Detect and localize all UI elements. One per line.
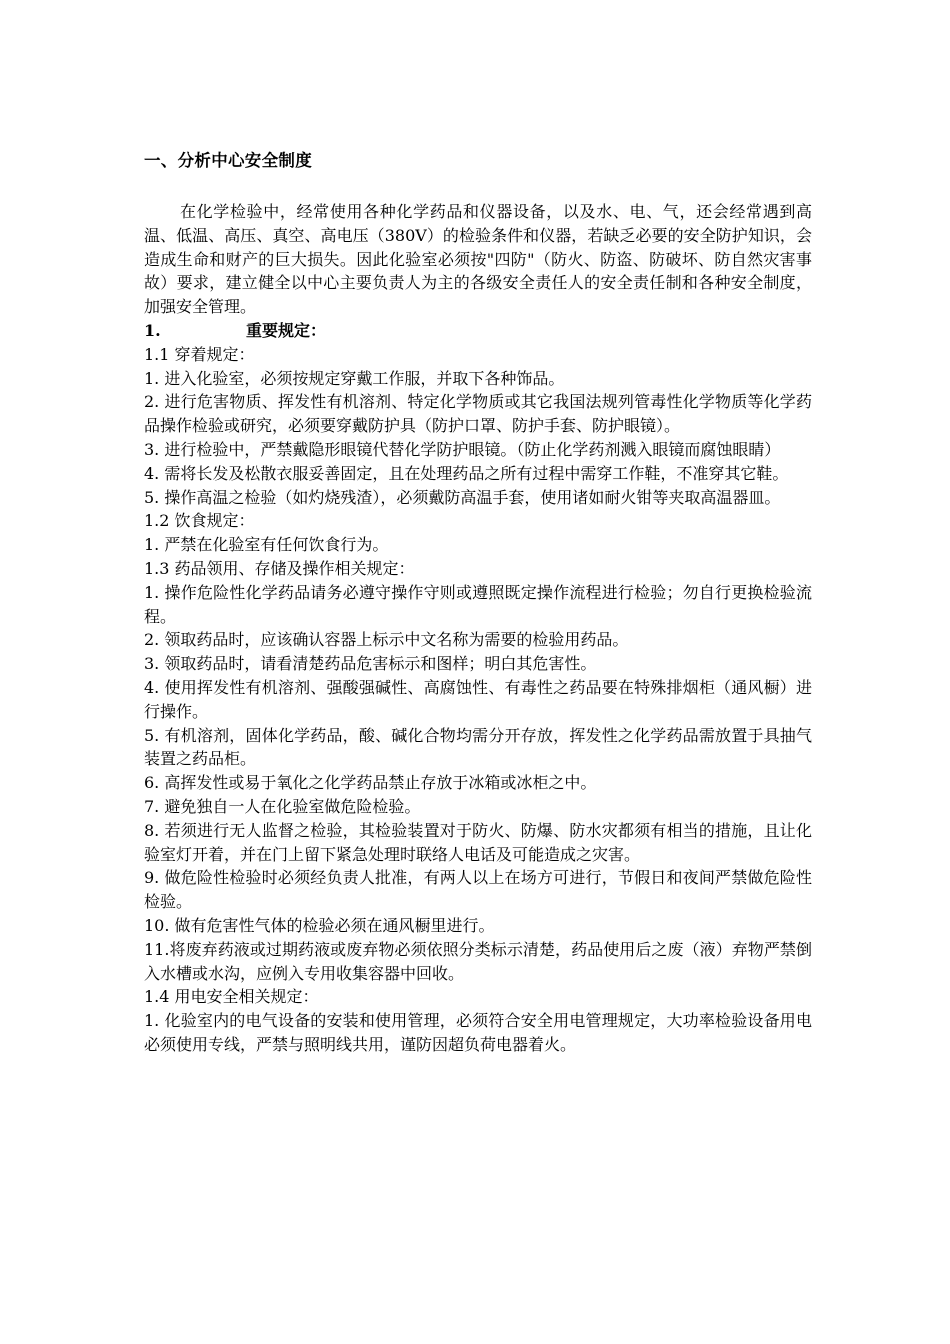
list-item: 1. 严禁在化验室有任何饮食行为。 — [144, 535, 389, 555]
list-item: 4. 需将长发及松散衣服妥善固定，且在处理药品之所有过程中需穿工作鞋，不准穿其它鞋。 — [144, 463, 789, 483]
list-item: 2. 领取药品时，应该确认容器上标示中文名称为需要的检验用药品。 — [144, 630, 629, 650]
list-item: 2. 进行危害物质、挥发性有机溶剂、特定化学物质或其它我国法规列管毒性化学物质等化学药品操作检验或研究，必须要穿戴防护具（防护口罩、防护手套、防护眼镜）。 — [144, 392, 812, 436]
section-heading-chemicals: 1.3 药品领用、存储及操作相关规定： — [144, 558, 415, 578]
list-item: 10. 做有危害性气体的检验必须在通风橱里进行。 — [144, 915, 495, 935]
list-item: 9. 做危险性检验时必须经负责人批准，有两人以上在场方可进行，节假日和夜间严禁做危险性检验。 — [144, 868, 812, 912]
document-page — [144, 150, 812, 1057]
section-heading-clothing: 1.1 穿着规定： — [144, 344, 255, 364]
list-item: 6. 高挥发性或易于氧化之化学药品禁止存放于冰箱或冰柜之中。 — [144, 773, 597, 793]
section-heading-food: 1.2 饮食规定： — [144, 511, 255, 531]
list-item: 11.将废弃药液或过期药液或废弃物必须依照分类标示清楚，药品使用后之废（液）弃物严禁倒入水槽或水沟，应例入专用收集容器中回收。 — [144, 939, 812, 983]
rules-heading-label: 重要规定： — [246, 320, 327, 340]
list-item: 1. 操作危险性化学药品请务必遵守操作守则或遵照既定操作流程进行检验；勿自行更换检验流程。 — [144, 582, 812, 626]
intro-paragraph: 在化学检验中，经常使用各种化学药品和仪器设备，以及水、电、气，还会经常遇到高温、低温、高压、真空、高电压（380V）的检验条件和仪器，若缺乏必要的安全防护知识，会造成生命和财产的巨大损失。因此化验室必须按"四防"（防火、防盗、防破坏、防自然灾害事故）要求，建立健全以中心主要负责人为主的各级安全责任人的安全责任制和各种安全制度，加强安全管理。 — [144, 202, 812, 317]
list-item: 1. 化验室内的电气设备的安装和使用管理，必须符合安全用电管理规定，大功率检验设备用电必须使用专线，严禁与照明线共用，谨防因超负荷电器着火。 — [144, 1011, 812, 1054]
list-item: 8. 若须进行无人监督之检验，其检验装置对于防火、防爆、防水灾都须有相当的措施，且让化验室灯开着，并在门上留下紧急处理时联络人电话及可能造成之灾害。 — [144, 820, 812, 864]
list-item: 1. 进入化验室，必须按规定穿戴工作服，并取下各种饰品。 — [144, 368, 565, 388]
rules-heading-number: 1. — [144, 320, 161, 340]
rules-heading — [144, 319, 812, 343]
document-title: 一、分析中心安全制度 — [144, 151, 312, 170]
list-item: 3. 领取药品时，请看清楚药品危害标示和图样；明白其危害性。 — [144, 654, 597, 674]
list-item: 5. 操作高温之检验（如灼烧残渣），必须戴防高温手套，使用诸如耐火钳等夹取高温器皿。 — [144, 487, 781, 507]
list-item: 5. 有机溶剂，固体化学药品，酸、碱化合物均需分开存放，挥发性之化学药品需放置于具抽气装置之药品柜。 — [144, 725, 812, 769]
section-heading-electrical: 1.4 用电安全相关规定： — [144, 987, 319, 1007]
list-item: 3. 进行检验中，严禁戴隐形眼镜代替化学防护眼镜。（防止化学药剂溅入眼镜而腐蚀眼睛） — [144, 439, 781, 459]
list-item: 7. 避免独自一人在化验室做危险检验。 — [144, 796, 421, 816]
list-item: 4. 使用挥发性有机溶剂、强酸强碱性、高腐蚀性、有毒性之药品要在特殊排烟柜（通风橱）进行操作。 — [144, 677, 812, 721]
